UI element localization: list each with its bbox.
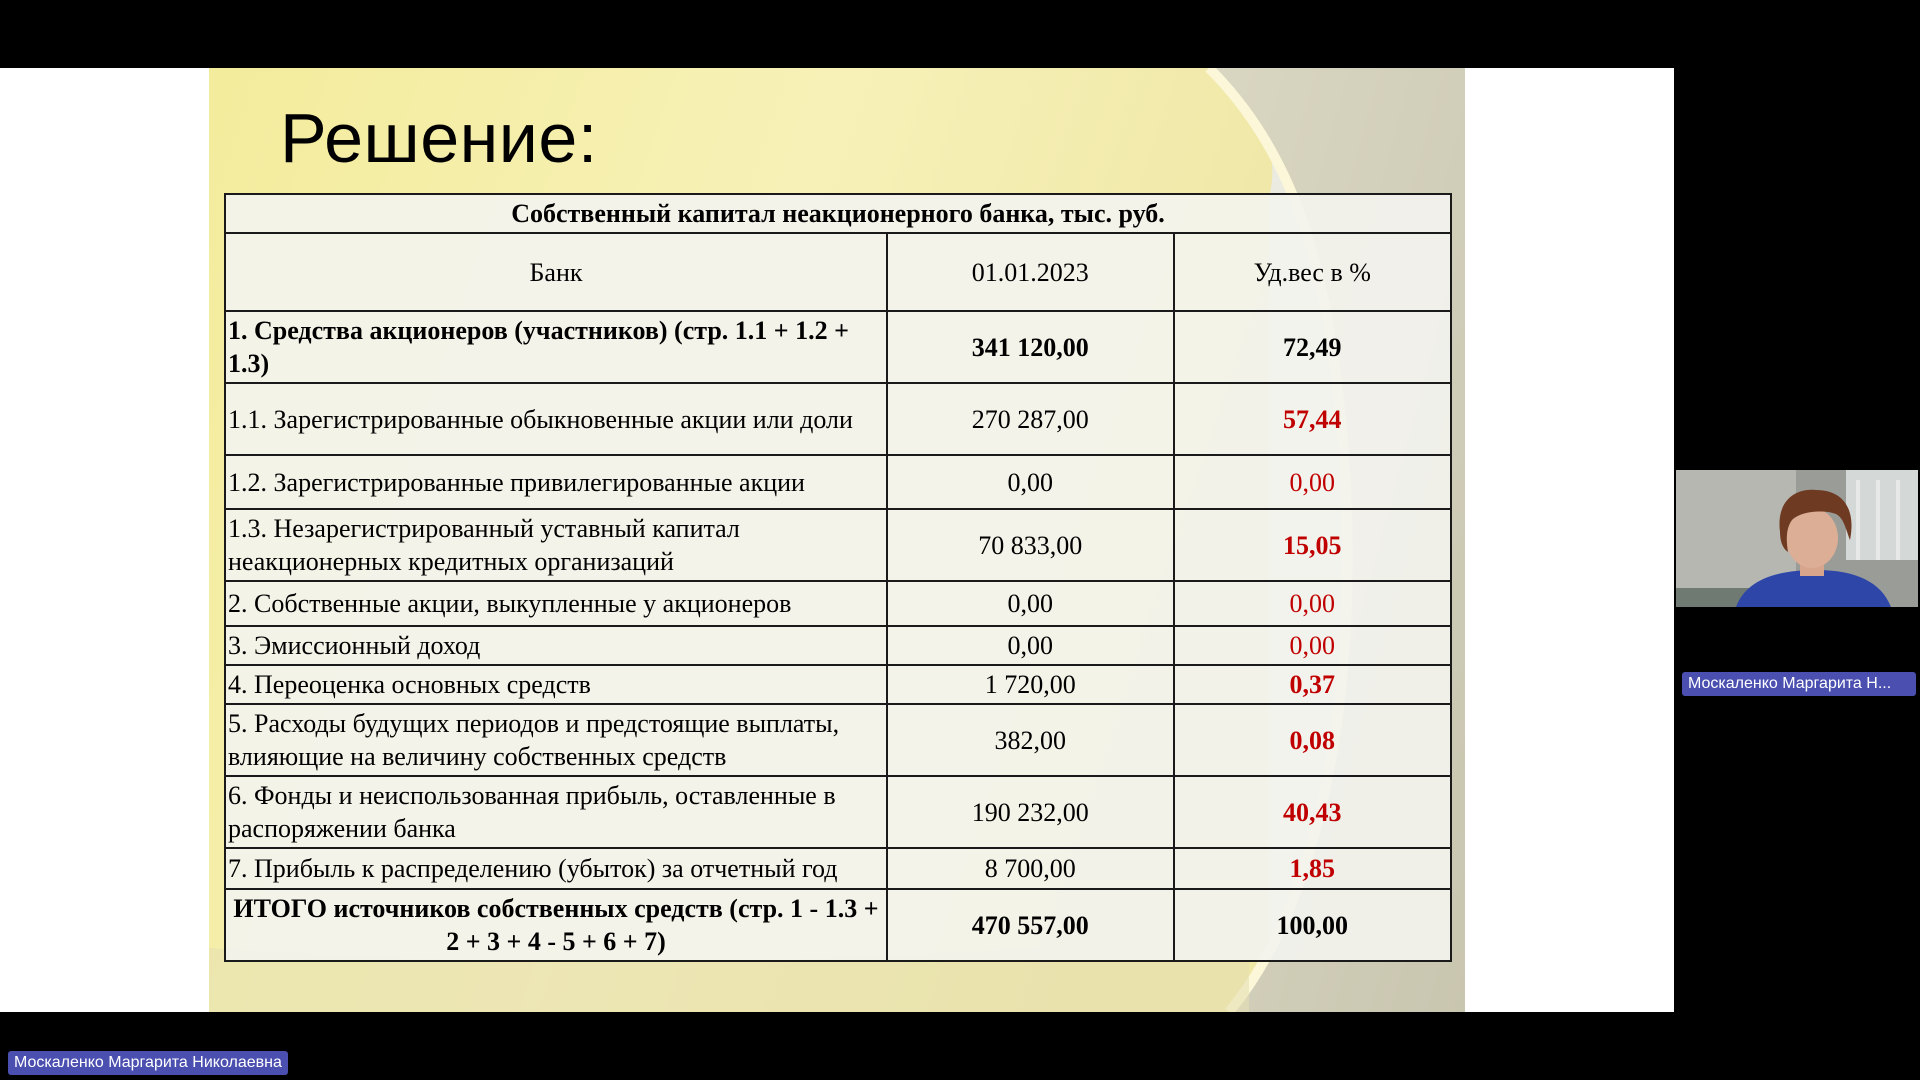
- row-share: 1,85: [1174, 848, 1451, 889]
- table-row: [225, 665, 1451, 704]
- row-label: ИТОГО источников собственных средств (стр. 1 - 1.3 + 2 + 3 + 4 - 5 + 6 + 7): [225, 889, 887, 961]
- column-header-bank: Банк: [225, 233, 887, 311]
- column-header-date: 01.01.2023: [887, 233, 1174, 311]
- row-value: 470 557,00: [887, 889, 1174, 961]
- row-value: 270 287,00: [887, 383, 1174, 455]
- row-share: 0,08: [1174, 704, 1451, 776]
- row-label: 5. Расходы будущих периодов и предстоящие выплаты, влияющие на величину собственных средств: [225, 704, 887, 776]
- table-row: [225, 776, 1451, 848]
- table-row: [225, 848, 1451, 889]
- table-row: [225, 509, 1451, 581]
- table-row: [225, 581, 1451, 626]
- row-value: 190 232,00: [887, 776, 1174, 848]
- row-value: 8 700,00: [887, 848, 1174, 889]
- table-row: [225, 626, 1451, 665]
- row-label: 7. Прибыль к распределению (убыток) за отчетный год: [225, 848, 887, 889]
- participant-name-badge: Москаленко Маргарита Н...: [1682, 672, 1916, 696]
- row-value: 70 833,00: [887, 509, 1174, 581]
- row-value: 341 120,00: [887, 311, 1174, 383]
- row-label: 1.3. Незарегистрированный уставный капитал неакционерных кредитных организаций: [225, 509, 887, 581]
- table-header-row: [225, 233, 1451, 311]
- row-value: 0,00: [887, 626, 1174, 665]
- row-label: 1. Средства акционеров (участников) (стр. 1.1 + 1.2 + 1.3): [225, 311, 887, 383]
- row-value: 0,00: [887, 581, 1174, 626]
- table-caption: Собственный капитал неакционерного банка, тыс. руб.: [225, 194, 1451, 233]
- row-label: 1.1. Зарегистрированные обыкновенные акции или доли: [225, 383, 887, 455]
- row-value: 0,00: [887, 455, 1174, 509]
- row-share: 40,43: [1174, 776, 1451, 848]
- column-header-share: Уд.вес в %: [1174, 233, 1451, 311]
- row-label: 4. Переоценка основных средств: [225, 665, 887, 704]
- row-share: 0,00: [1174, 626, 1451, 665]
- table-row: [225, 455, 1451, 509]
- row-share: 57,44: [1174, 383, 1451, 455]
- row-value: 1 720,00: [887, 665, 1174, 704]
- row-share: 0,37: [1174, 665, 1451, 704]
- row-label: 3. Эмиссионный доход: [225, 626, 887, 665]
- table-total-row: [225, 889, 1451, 961]
- row-label: 2. Собственные акции, выкупленные у акционеров: [225, 581, 887, 626]
- row-share: 15,05: [1174, 509, 1451, 581]
- row-share: 100,00: [1174, 889, 1451, 961]
- presenter-name-badge: Москаленко Маргарита Николаевна: [8, 1051, 288, 1075]
- participant-video-image: [1676, 470, 1918, 607]
- table-row: [225, 383, 1451, 455]
- presentation-slide: [209, 68, 1465, 1012]
- table-caption-row: [225, 194, 1451, 233]
- table-row: [225, 704, 1451, 776]
- table-row: [225, 311, 1451, 383]
- row-value: 382,00: [887, 704, 1174, 776]
- row-share: 72,49: [1174, 311, 1451, 383]
- row-share: 0,00: [1174, 455, 1451, 509]
- row-label: 1.2. Зарегистрированные привилегированные акции: [225, 455, 887, 509]
- capital-table: [224, 193, 1452, 962]
- row-share: 0,00: [1174, 581, 1451, 626]
- slide-title: Решение:: [280, 99, 598, 177]
- row-label: 6. Фонды и неиспользованная прибыль, оставленные в распоряжении банка: [225, 776, 887, 848]
- participant-video-tile[interactable]: [1676, 470, 1918, 607]
